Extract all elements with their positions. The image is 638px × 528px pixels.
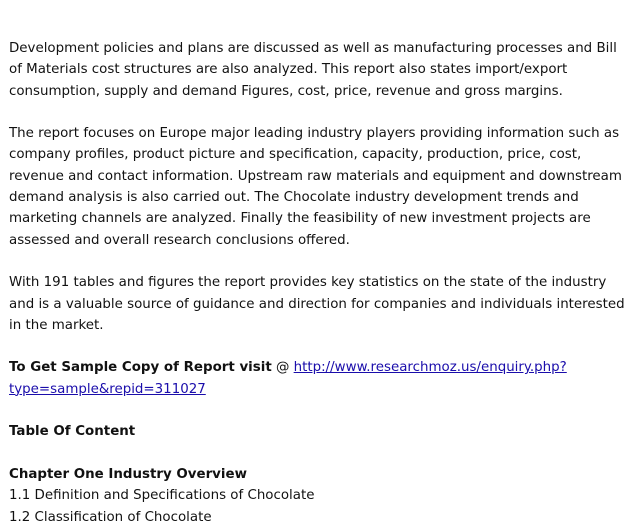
table-of-contents [9,464,631,528]
paragraph-gap [9,400,631,421]
sample-report-link-part1[interactable]: http://www.researchmoz.us/enquiry.php? [293,360,567,376]
text-line: company profiles, product picture and specification, capacity, production, price, cost, [9,147,582,163]
toc-chapter-title: Chapter One Industry Overview [9,466,247,482]
toc-heading: Table Of Content [9,424,136,440]
paragraph-gap [9,251,631,272]
at-symbol: @ [275,360,290,376]
paragraph-tables-figures [9,272,631,336]
sample-copy-section [9,357,631,400]
paragraph-report-focus [9,123,631,251]
toc-item: 1.1 Definition and Specifications of Chocolate [9,488,315,504]
paragraph-development-policies [9,38,631,102]
text-line: Development policies and plans are discussed as well as manufacturing processes and Bill [9,41,617,56]
sample-report-link-part2[interactable]: type=sample&repid=311027 [9,381,206,397]
text-line: consumption, supply and demand Figures, cost, price, revenue and gross margins. [9,83,563,99]
document-page [9,38,631,528]
text-line: marketing channels are analyzed. Finally the feasibility of new investment projects are [9,211,591,227]
text-line: assessed and overall research conclusions offered. [9,232,350,248]
text-line: With 191 tables and figures the report provides key statistics on the state of the industry [9,275,607,291]
text-line: and is a valuable source of guidance and direction for companies and individuals interested [9,296,625,312]
text-line: in the market. [9,317,104,333]
paragraph-gap [9,336,631,357]
paragraph-gap [9,443,631,464]
text-line: revenue and contact information. Upstream raw materials and equipment and downstream [9,168,622,184]
text-line: of Materials cost structures are also analyzed. This report also states import/export [9,62,568,78]
toc-item: 1.2 Classification of Chocolate [9,509,212,525]
sample-copy-label: To Get Sample Copy of Report visit [9,360,272,376]
paragraph-gap [9,102,631,123]
text-line: demand analysis is also carried out. The Chocolate industry development trends and [9,190,579,206]
text-line: The report focuses on Europe major leading industry players providing information such as [9,126,620,142]
